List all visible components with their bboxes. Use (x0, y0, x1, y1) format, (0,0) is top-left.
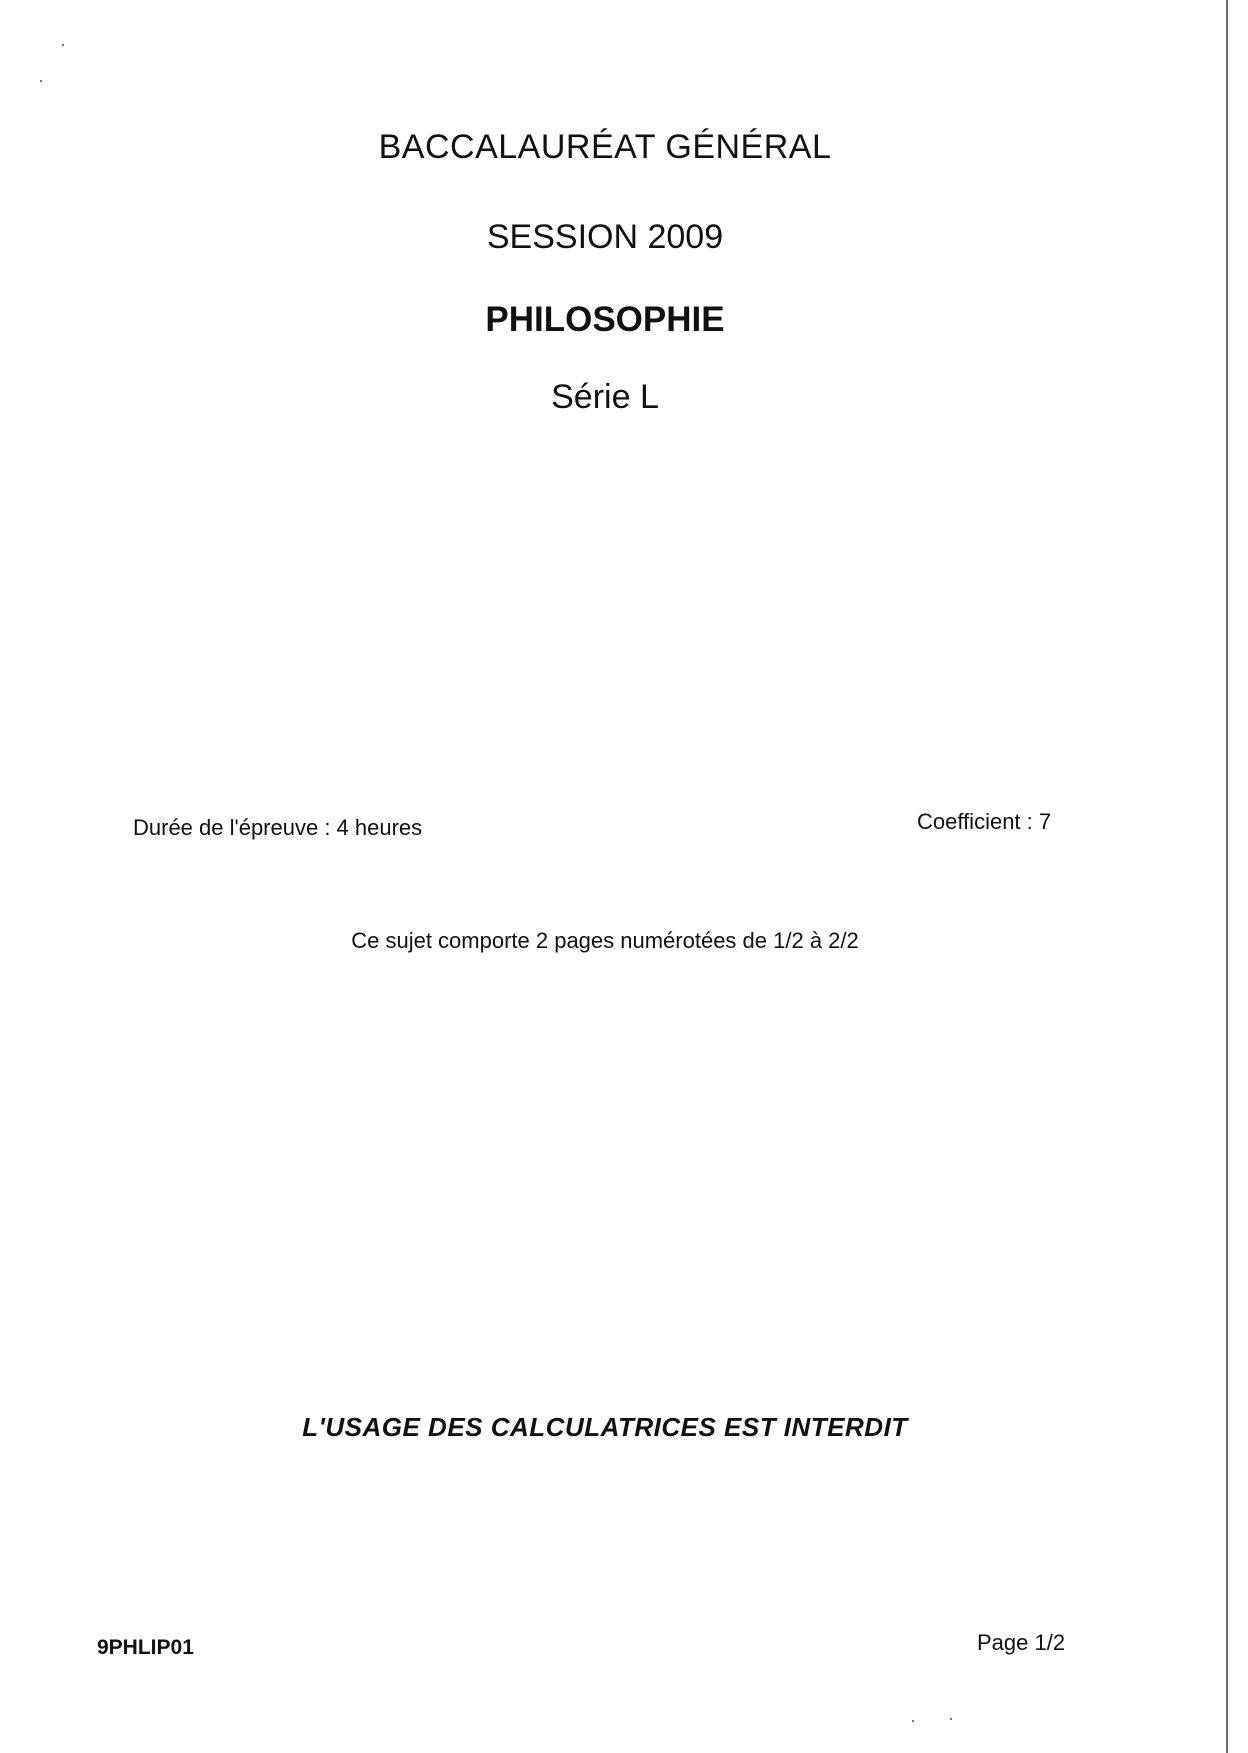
scan-speck (950, 1718, 952, 1720)
scan-speck (912, 1720, 914, 1722)
page-edge-line (1226, 0, 1228, 1753)
scan-speck (40, 80, 42, 82)
pages-note: Ce sujet comporte 2 pages numérotées de 1/2 à 2/2 (351, 928, 859, 953)
exam-duration: Durée de l'épreuve : 4 heures (133, 815, 423, 840)
subject-title: PHILOSOPHIE (485, 300, 725, 339)
page-number: Page 1/2 (977, 1630, 1066, 1655)
exam-title: BACCALAURÉAT GÉNÉRAL (378, 128, 832, 166)
scan-speck (62, 44, 64, 46)
calculator-notice: L'USAGE DES CALCULATRICES EST INTERDIT (302, 1412, 908, 1442)
series-label: Série L (551, 378, 659, 416)
exam-coefficient: Coefficient : 7 (917, 809, 1052, 834)
subject-code: 9PHLIP01 (97, 1636, 194, 1659)
session-year: SESSION 2009 (486, 218, 724, 256)
